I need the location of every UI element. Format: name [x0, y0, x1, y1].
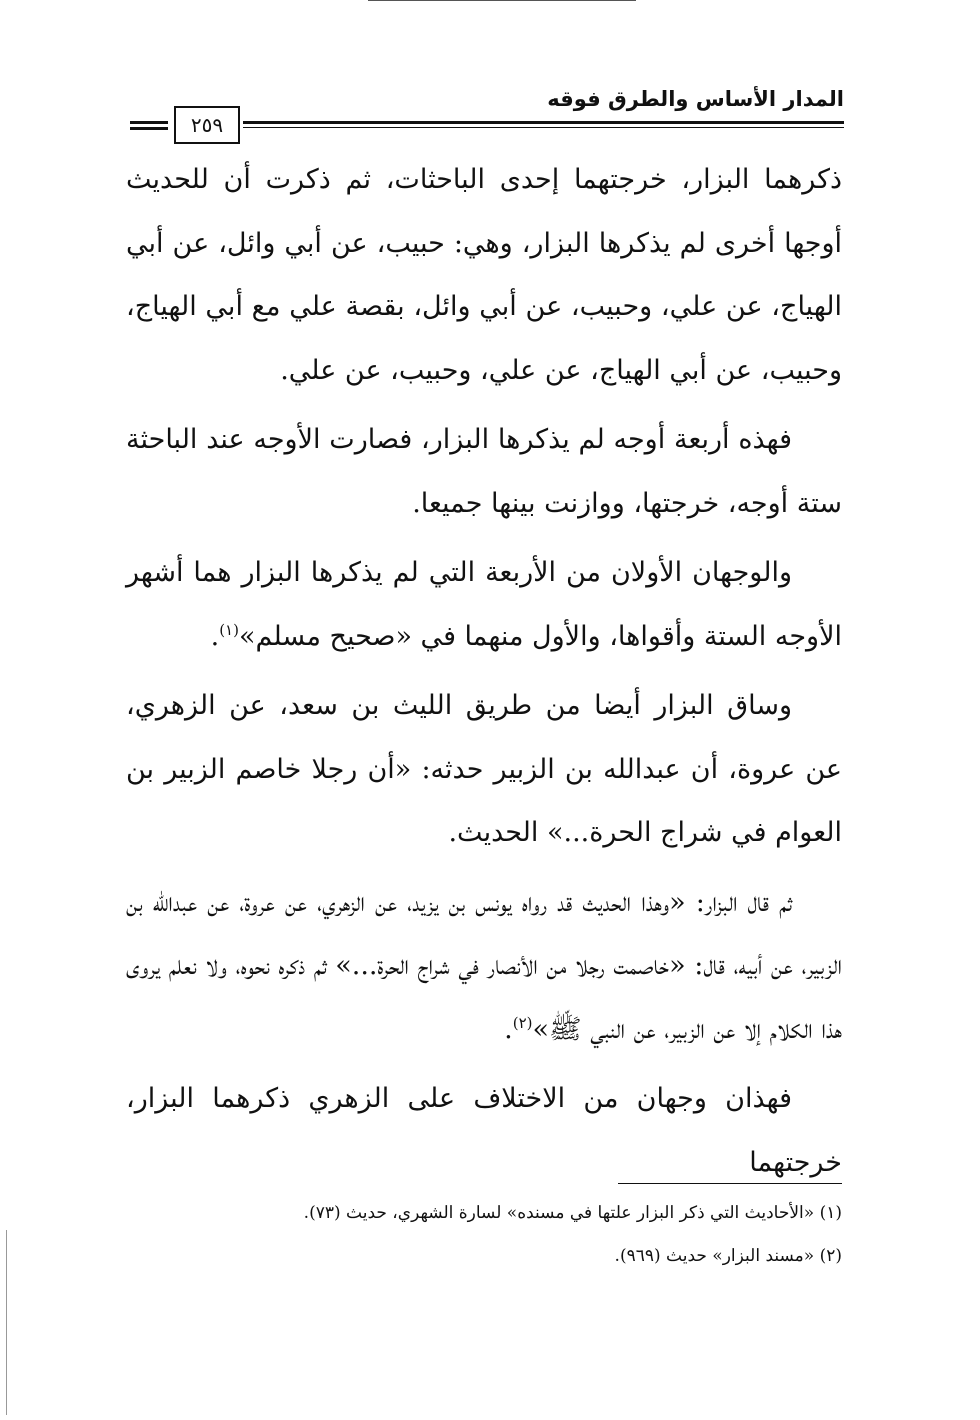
paragraph [126, 871, 842, 1062]
paragraph-text: وساق البزار أيضا من طريق الليث بن سعد، عن الزهري، عن عروة، أن عبدالله بن الزبير حدثه: «أن رجلا خاصم الزبير بن العوام في شراج الحرة...» الحديث. [126, 690, 842, 848]
footnote-marker: (١) [219, 620, 239, 639]
paragraph-text: والوجهان الأولان من الأربعة التي لم يذكرها البزار هما أشهر الأوجه الستة وأقواها، والأول منهما في «صحيح مسلم» [126, 557, 842, 652]
running-title: المدار الأساس والطرق فوقه [547, 87, 844, 111]
paragraph [126, 674, 842, 865]
header-rule [243, 121, 844, 128]
footnote-marker: (٢) [512, 1013, 533, 1032]
paragraph-text: ثم قال البزار: «وهذا الحديث قد رواه يونس بن يزيد، عن الزهري، عن عروة، عن عبدالله بن الزبير، عن أبيه، قال: «خاصمت رجلا من الأنصار في شراج الحرة...» ثم ذكره نحوه، ولا نعلم يروى هذا الكلام إلا عن الزبير، عن النبي ﷺ» [126, 886, 842, 1045]
paragraph-text: فهذه أربعة أوجه لم يذكرها البزار، فصارت الأوجه عند الباحثة ستة أوجه، خرجتها، ووازنت بينها جميعا. [126, 424, 842, 519]
footnote-separator [618, 1183, 842, 1184]
main-text [126, 148, 842, 1200]
paragraph [126, 408, 842, 535]
sentence-end: . [504, 1013, 513, 1045]
top-edge-rule [368, 0, 636, 1]
sentence-end: . [210, 620, 220, 652]
paragraph [126, 541, 842, 668]
paragraph [126, 148, 842, 402]
footnote: (١) «الأحاديث التي ذكر البزار علتها في مسنده» لسارة الشهري، حديث (٧٣). [303, 1203, 842, 1223]
margin-line [6, 1230, 7, 1415]
paragraph-text: ذكرهما البزار، خرجتهما إحدى الباحثات، ثم ذكرت أن للحديث أوجها أخرى لم يذكرها البزار، وهي: حبيب، عن أبي وائل، عن أبي الهياج، عن علي، وحبيب، عن أبي وائل، بقصة علي مع أبي الهياج، وحبيب، عن أبي الهياج، عن علي، وحبيب، عن علي. [126, 164, 842, 386]
paragraph-text: فهذان وجهان من الاختلاف على الزهري ذكرهما البزار، خرجتهما [126, 1083, 842, 1178]
page-number: ٢٥٩ [174, 106, 240, 144]
footnotes [200, 1196, 842, 1282]
paragraph [126, 1067, 842, 1194]
page-header [122, 84, 844, 144]
header-rule-left [130, 121, 168, 133]
footnote: (٢) «مسند البزار» حديث (٩٦٩). [614, 1246, 842, 1266]
